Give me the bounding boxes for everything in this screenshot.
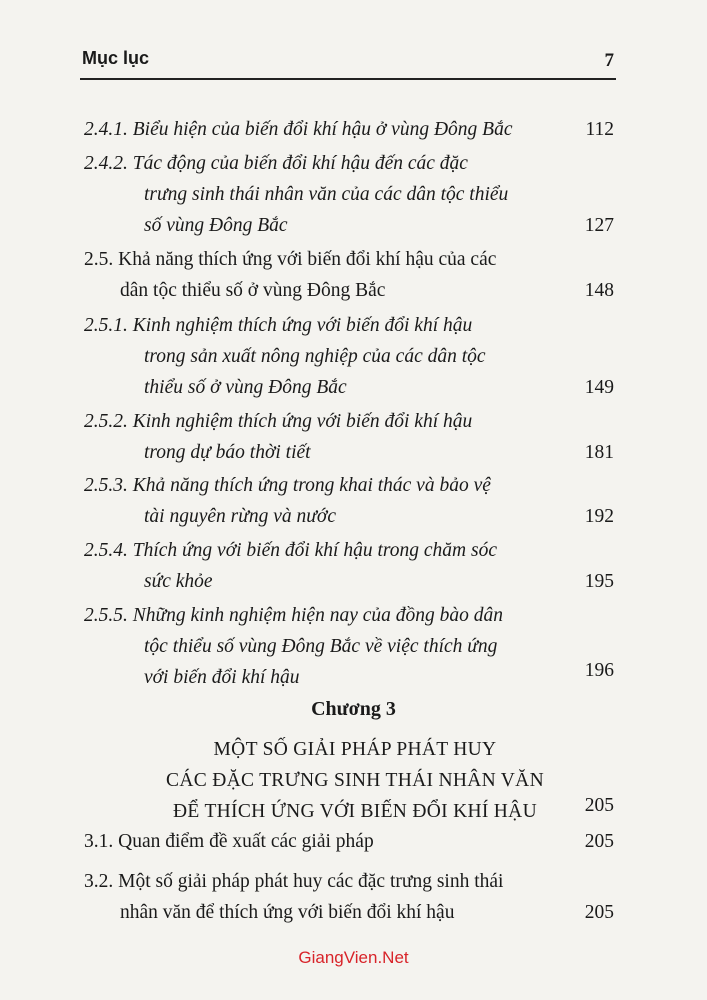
toc-entry-line: tài nguyên rừng và nước bbox=[144, 506, 336, 527]
toc-entry-line: 2.5. Khả năng thích ứng với biến đổi khí hậu của các bbox=[84, 249, 497, 270]
toc-entry-page: 112 bbox=[585, 119, 614, 140]
chapter-title-line: CÁC ĐẶC TRƯNG SINH THÁI NHÂN VĂN bbox=[166, 770, 544, 791]
toc-entry-line: 2.5.1. Kinh nghiệm thích ứng với biến đổi khí hậu bbox=[84, 315, 473, 336]
toc-entry-2-5-5[interactable] bbox=[84, 600, 554, 693]
header-title: Mục lục bbox=[82, 48, 150, 68]
toc-entry-line: trong dự báo thời tiết bbox=[144, 442, 311, 463]
toc-entry-3-2[interactable] bbox=[84, 866, 554, 928]
toc-entry-line: 3.2. Một số giải pháp phát huy các đặc trưng sinh thái bbox=[84, 871, 504, 892]
toc-entry-page: 148 bbox=[584, 280, 614, 301]
header-rule bbox=[80, 78, 616, 80]
toc-entry-2-5-4[interactable] bbox=[84, 535, 554, 597]
toc-entry-line: 2.5.3. Khả năng thích ứng trong khai thác và bảo vệ bbox=[84, 475, 491, 496]
toc-entry-2-5-2[interactable] bbox=[84, 406, 554, 468]
toc-entry-2-4-1[interactable] bbox=[84, 114, 554, 145]
toc-entry-2-5[interactable] bbox=[84, 244, 554, 306]
toc-entry-line: 2.4.1. Biểu hiện của biến đổi khí hậu ở vùng Đông Bắc bbox=[84, 119, 513, 140]
toc-entry-line: thiểu số ở vùng Đông Bắc bbox=[144, 377, 347, 398]
chapter-title-line: ĐỂ THÍCH ỨNG VỚI BIẾN ĐỔI KHÍ HẬU bbox=[173, 801, 537, 822]
toc-entry-page: 127 bbox=[584, 215, 614, 236]
toc-entry-line: tộc thiểu số vùng Đông Bắc về việc thích ứng bbox=[144, 636, 498, 657]
toc-entry-line: 3.1. Quan điểm đề xuất các giải pháp bbox=[84, 831, 374, 852]
running-header bbox=[82, 48, 614, 78]
chapter-number: Chương 3 bbox=[311, 698, 396, 720]
toc-entry-line: trưng sinh thái nhân văn của các dân tộc thiểu bbox=[144, 184, 509, 205]
toc-entry-2-4-2[interactable] bbox=[84, 148, 554, 241]
chapter-page: 205 bbox=[584, 795, 614, 816]
header-page-number: 7 bbox=[604, 50, 614, 71]
toc-entry-3-1[interactable] bbox=[84, 826, 554, 857]
toc-entry-line: nhân văn để thích ứng với biến đổi khí hậu bbox=[120, 902, 455, 923]
toc-entry-line: 2.5.2. Kinh nghiệm thích ứng với biến đổi khí hậu bbox=[84, 411, 473, 432]
toc-entry-page: 192 bbox=[584, 506, 614, 527]
chapter-title-line: MỘT SỐ GIẢI PHÁP PHÁT HUY bbox=[213, 739, 497, 760]
toc-entry-page: 195 bbox=[584, 571, 614, 592]
toc-entry-page: 205 bbox=[584, 831, 614, 852]
toc-entry-page: 196 bbox=[584, 660, 614, 681]
watermark: GiangVien.Net bbox=[298, 948, 409, 967]
toc-entry-page: 205 bbox=[584, 902, 614, 923]
toc-entry-line: trong sản xuất nông nghiệp của các dân tộc bbox=[144, 346, 486, 367]
toc-entry-page: 149 bbox=[584, 377, 614, 398]
toc-entry-line: sức khỏe bbox=[144, 571, 213, 592]
toc-entry-line: với biến đổi khí hậu bbox=[144, 667, 300, 688]
toc-entry-line: dân tộc thiểu số ở vùng Đông Bắc bbox=[120, 280, 386, 301]
toc-entry-2-5-3[interactable] bbox=[84, 470, 554, 532]
chapter-title[interactable] bbox=[130, 734, 580, 827]
toc-entry-line: 2.5.5. Những kinh nghiệm hiện nay của đồng bào dân bbox=[84, 605, 504, 626]
toc-entry-page: 181 bbox=[584, 442, 614, 463]
toc-entry-line: số vùng Đông Bắc bbox=[144, 215, 288, 236]
toc-entry-line: 2.4.2. Tác động của biến đổi khí hậu đến các đặc bbox=[84, 153, 468, 174]
toc-entry-line: 2.5.4. Thích ứng với biến đổi khí hậu trong chăm sóc bbox=[84, 540, 497, 561]
toc-entry-2-5-1[interactable] bbox=[84, 310, 554, 403]
